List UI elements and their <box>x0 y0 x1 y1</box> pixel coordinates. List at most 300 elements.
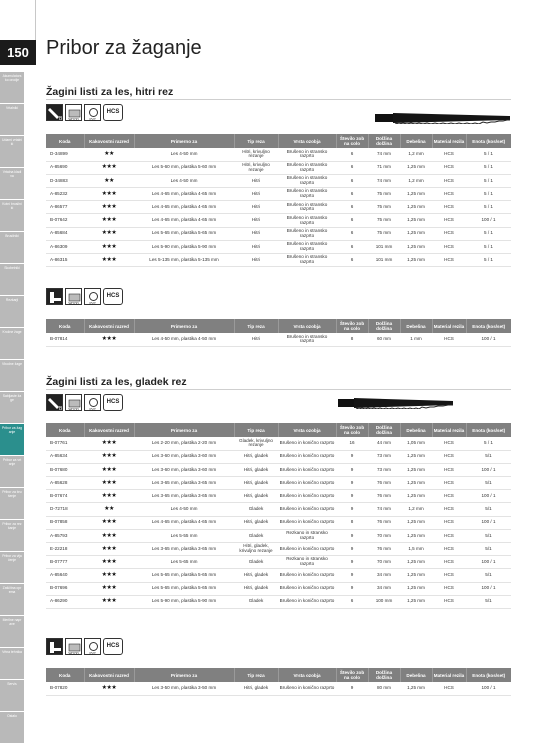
svg-text:PVC: PVC <box>89 117 97 122</box>
table-body <box>46 333 511 346</box>
column-header-material: Material rezila <box>432 423 466 437</box>
cell-enota: 5/1 <box>466 595 511 608</box>
table-body <box>46 682 511 695</box>
cell-debelina: 1,25 mm <box>400 201 432 214</box>
cell-kakovostni: ★★★ <box>84 161 134 174</box>
cell-primerno: Les 5-65 mm <box>134 556 234 569</box>
cell-kode: B-07674 <box>46 490 84 503</box>
cell-enota: 100 / 1 <box>466 490 511 503</box>
column-header-tip: Tip reza <box>234 423 278 437</box>
top-divider <box>35 0 36 40</box>
cell-stevilo: 16 <box>336 437 368 450</box>
column-header-debelina: Debelina <box>400 319 432 333</box>
cell-debelina: 1,2 mm <box>400 174 432 187</box>
pvc-icon <box>84 638 101 655</box>
cell-debelina: 1,25 mm <box>400 240 432 253</box>
side-tab-label: Rezkarji <box>5 298 19 302</box>
side-tab[interactable] <box>0 392 24 423</box>
cell-enota: 5 / 1 <box>466 227 511 240</box>
cell-primerno: Les 5-65 mm, plastika 5-65 mm <box>134 582 234 595</box>
cell-debelina: 1,25 mm <box>400 595 432 608</box>
cell-material: HCS <box>432 503 466 516</box>
cell-tip: Hitri <box>234 254 278 267</box>
cell-kakovostni: ★★★ <box>84 437 134 450</box>
cell-kode: A-85634 <box>46 450 84 463</box>
cell-stevilo: 6 <box>336 174 368 187</box>
cell-kode: B-07642 <box>46 214 84 227</box>
cell-enota: 5 / 1 <box>466 437 511 450</box>
cell-enota: 5/1 <box>466 477 511 490</box>
side-tab-label: Brusilniki <box>5 234 19 238</box>
cell-kode: A-85684 <box>46 227 84 240</box>
cell-material: HCS <box>432 595 466 608</box>
cell-tip: Hitri, gladek <box>234 516 278 529</box>
cell-primerno: Les 3-65 mm, plastika 3-65 mm <box>134 490 234 503</box>
cell-vrsta: Brušeno in stransko razprto <box>278 333 336 346</box>
cell-tip: Hitri, gladek <box>234 582 278 595</box>
cell-material: HCS <box>432 240 466 253</box>
cell-kode: A-85793 <box>46 529 84 542</box>
column-header-dolzina: Dolžina dolžina <box>368 423 400 437</box>
cell-material: HCS <box>432 490 466 503</box>
column-header-primerno: Primerno za <box>134 668 234 682</box>
table-body <box>46 437 511 608</box>
column-header-primerno: Primerno za <box>134 423 234 437</box>
cell-enota: 5/1 <box>466 543 511 556</box>
cell-vrsta: Brušeno in konično razprto <box>278 503 336 516</box>
cell-tip: Hitri, krivuljno rezanje <box>234 148 278 161</box>
cell-dolzina: 101 mm <box>368 254 400 267</box>
svg-text:B: B <box>59 406 63 412</box>
side-tab[interactable] <box>0 232 24 263</box>
column-header-debelina: Debelina <box>400 134 432 148</box>
cell-primerno: Les 3-60 mm, plastika 3-60 mm <box>134 450 234 463</box>
cell-kode: A-85232 <box>46 188 84 201</box>
table-row <box>46 148 511 161</box>
pvc-icon <box>84 394 101 411</box>
side-tab-label: Merilne naprave <box>2 618 22 626</box>
table-row <box>46 450 511 463</box>
cell-primerno: Les 5-135 mm, plastika 5-135 mm <box>134 254 234 267</box>
cell-vrsta: Brušeno in stransko razprto <box>278 174 336 187</box>
cell-debelina: 1,25 mm <box>400 569 432 582</box>
cell-primerno: Les 4-50 mm <box>134 174 234 187</box>
cell-vrsta: Brušeno in konično razprto <box>278 543 336 556</box>
cell-dolzina: 60 mm <box>368 333 400 346</box>
t-shank-icon <box>46 394 63 411</box>
feature-icons <box>46 638 123 656</box>
cell-dolzina: 80 mm <box>368 682 400 695</box>
side-tab-label: Pribor za vrtanje <box>2 458 22 466</box>
cell-kakovostni: ★★★ <box>84 682 134 695</box>
cell-kakovostni: ★★★ <box>84 595 134 608</box>
column-header-kode: Koda <box>46 319 84 333</box>
cell-dolzina: 75 mm <box>368 188 400 201</box>
cell-debelina: 1,25 mm <box>400 227 432 240</box>
cell-dolzina: 34 mm <box>368 582 400 595</box>
cell-stevilo: 6 <box>336 201 368 214</box>
column-header-stevilo: Število zob na colo <box>336 134 368 148</box>
cell-stevilo: 6 <box>336 148 368 161</box>
hcs-badge: HCS <box>103 104 123 121</box>
cell-enota: 5 / 1 <box>466 254 511 267</box>
cell-debelina: 1,25 mm <box>400 450 432 463</box>
cell-enota: 5 / 1 <box>466 188 511 201</box>
cell-tip: Gladek <box>234 503 278 516</box>
hcs-badge: HCS <box>103 288 123 305</box>
side-tab[interactable] <box>0 616 24 647</box>
cell-material: HCS <box>432 174 466 187</box>
cell-debelina: 1,25 mm <box>400 556 432 569</box>
cell-dolzina: 100 mm <box>368 595 400 608</box>
column-header-debelina: Debelina <box>400 668 432 682</box>
side-tab-label: Sabljaste žage <box>2 394 22 402</box>
cell-kode: B-07696 <box>46 582 84 595</box>
cell-material: HCS <box>432 556 466 569</box>
cell-enota: 5 / 1 <box>466 161 511 174</box>
cell-primerno: Les 5-60 mm, plastika 5-60 mm <box>134 161 234 174</box>
feature-icons <box>46 104 123 122</box>
cell-material: HCS <box>432 188 466 201</box>
table-row <box>46 240 511 253</box>
cell-stevilo: 9 <box>336 543 368 556</box>
side-tab[interactable] <box>0 520 24 551</box>
column-header-kakovostni: Kakovostni razred <box>84 319 134 333</box>
cell-tip: Gladek, krivuljno rezanje <box>234 437 278 450</box>
side-tab-label: Pribor za vijačenje <box>2 554 22 562</box>
cell-primerno: Les 4-50 mm, plastika 4-50 mm <box>134 333 234 346</box>
cell-debelina: 1,05 mm <box>400 437 432 450</box>
cell-primerno: Les 5-90 mm, plastika 5-90 mm <box>134 240 234 253</box>
cell-kakovostni: ★★ <box>84 503 134 516</box>
cell-stevilo: 6 <box>336 240 368 253</box>
cell-stevilo: 9 <box>336 529 368 542</box>
column-header-dolzina: Dolžina dolžina <box>368 668 400 682</box>
cell-tip: Gladek <box>234 595 278 608</box>
cell-primerno: Les 5-90 mm, plastika 5-90 mm <box>134 595 234 608</box>
cell-primerno: Les 5-55 mm <box>134 529 234 542</box>
table-header-row <box>46 134 511 148</box>
cell-kode: B-07777 <box>46 556 84 569</box>
cell-tip: Hitri <box>234 201 278 214</box>
table-row <box>46 682 511 695</box>
cell-primerno: Les 4-65 mm, plastika 4-65 mm <box>134 188 234 201</box>
side-tab[interactable] <box>0 360 24 391</box>
column-header-primerno: Primerno za <box>134 134 234 148</box>
cell-dolzina: 74 mm <box>368 174 400 187</box>
cell-debelina: 1,25 mm <box>400 682 432 695</box>
cell-kode: E-22218 <box>46 543 84 556</box>
table-row <box>46 188 511 201</box>
section-divider <box>46 99 511 100</box>
cell-debelina: 1,2 mm <box>400 148 432 161</box>
cell-kakovostni: ★★★ <box>84 463 134 476</box>
cell-tip: Hitri, gladek <box>234 569 278 582</box>
cell-debelina: 1,25 mm <box>400 214 432 227</box>
cell-dolzina: 75 mm <box>368 214 400 227</box>
column-header-vrsta: Vrsta ozobja <box>278 668 336 682</box>
cell-vrsta: Brušeno in konično razprto <box>278 463 336 476</box>
side-tab-label: Pribor za žaganje <box>2 426 22 434</box>
cell-dolzina: 75 mm <box>368 201 400 214</box>
column-header-material: Material rezila <box>432 319 466 333</box>
cell-debelina: 1,2 mm <box>400 503 432 516</box>
cell-kode: A-86315 <box>46 254 84 267</box>
table-row <box>46 582 511 595</box>
table-row <box>46 437 511 450</box>
cell-kode: A-85640 <box>46 569 84 582</box>
svg-text:WOOD: WOOD <box>68 407 79 412</box>
table-body <box>46 148 511 267</box>
feature-icons <box>46 288 123 306</box>
cell-debelina: 1 mm <box>400 333 432 346</box>
cell-material: HCS <box>432 333 466 346</box>
column-header-dolzina: Dolžina dolžina <box>368 319 400 333</box>
cell-tip: Gladek <box>234 529 278 542</box>
cell-kode: B-07680 <box>46 463 84 476</box>
cell-dolzina: 70 mm <box>368 556 400 569</box>
side-tab[interactable] <box>0 584 24 615</box>
section-title-smooth-cut: Žagini listi za les, gladek rez <box>46 376 187 388</box>
table-row <box>46 201 511 214</box>
cell-material: HCS <box>432 214 466 227</box>
cell-enota: 100 / 1 <box>466 463 511 476</box>
cell-kakovostni: ★★ <box>84 174 134 187</box>
cell-material: HCS <box>432 437 466 450</box>
side-tab-label: Akumulatorsko orodje <box>2 74 22 82</box>
side-tab-label: Krožne žage <box>2 330 22 334</box>
cell-tip: Hitri, gladek <box>234 463 278 476</box>
cell-dolzina: 75 mm <box>368 227 400 240</box>
column-header-kode: Koda <box>46 668 84 682</box>
table-row <box>46 516 511 529</box>
svg-text:WOOD: WOOD <box>68 117 79 122</box>
table-header-row <box>46 423 511 437</box>
side-tab[interactable] <box>0 680 24 711</box>
cell-enota: 5/1 <box>466 569 511 582</box>
column-header-enota: Enota (kos/set) <box>466 319 511 333</box>
cell-stevilo: 9 <box>336 569 368 582</box>
cell-stevilo: 6 <box>336 214 368 227</box>
column-header-enota: Enota (kos/set) <box>466 423 511 437</box>
cell-material: HCS <box>432 148 466 161</box>
cell-primerno: Les 3-60 mm, plastika 3-60 mm <box>134 463 234 476</box>
side-tab[interactable] <box>0 712 24 743</box>
cell-dolzina: 73 mm <box>368 463 400 476</box>
side-tab[interactable] <box>0 552 24 583</box>
cell-stevilo: 9 <box>336 582 368 595</box>
cell-kakovostni: ★★★ <box>84 333 134 346</box>
table-row <box>46 595 511 608</box>
shank-icon <box>46 638 63 655</box>
cell-enota: 100 / 1 <box>466 556 511 569</box>
column-header-kakovostni: Kakovostni razred <box>84 423 134 437</box>
column-header-tip: Tip reza <box>234 134 278 148</box>
side-tab[interactable] <box>0 104 24 135</box>
column-header-enota: Enota (kos/set) <box>466 134 511 148</box>
section-title-fast-cut: Žagini listi za les, hitri rez <box>46 86 174 98</box>
cell-kakovostni: ★★★ <box>84 569 134 582</box>
side-tab[interactable] <box>0 456 24 487</box>
cell-kakovostni: ★★★ <box>84 529 134 542</box>
cell-kode: B-07858 <box>46 516 84 529</box>
cell-dolzina: 73 mm <box>368 450 400 463</box>
cell-vrsta: Brušeno in stransko razprto <box>278 240 336 253</box>
cell-tip: Hitri, krivuljno rezanje <box>234 161 278 174</box>
cell-primerno: Les 3-65 mm, plastika 3-65 mm <box>134 543 234 556</box>
cell-stevilo: 9 <box>336 556 368 569</box>
column-header-kakovostni: Kakovostni razred <box>84 668 134 682</box>
cell-kode: D-34899 <box>46 148 84 161</box>
cell-material: HCS <box>432 582 466 595</box>
cell-debelina: 1,25 mm <box>400 254 432 267</box>
cell-tip: Hitri, gladek <box>234 450 278 463</box>
cell-debelina: 1,25 mm <box>400 477 432 490</box>
cell-kakovostni: ★★★ <box>84 556 134 569</box>
side-tab[interactable] <box>0 200 24 231</box>
side-tab[interactable] <box>0 488 24 519</box>
side-tab-label: Kotni brusilniki <box>2 202 22 210</box>
column-header-stevilo: Število zob na colo <box>336 319 368 333</box>
wood-icon <box>65 638 82 655</box>
cell-dolzina: 101 mm <box>368 240 400 253</box>
cell-vrsta: Brušeno in konično razprto <box>278 450 336 463</box>
t-shank-icon <box>46 104 63 121</box>
table-row <box>46 174 511 187</box>
cell-dolzina: 74 mm <box>368 148 400 161</box>
cell-primerno: Les 4-65 mm, plastika 4-65 mm <box>134 214 234 227</box>
cell-material: HCS <box>432 682 466 695</box>
column-header-material: Material rezila <box>432 134 466 148</box>
smooth-cut-table <box>46 423 511 609</box>
cell-vrsta: Rezkano in stransko razprto <box>278 556 336 569</box>
side-tab[interactable] <box>0 424 24 455</box>
shank-icon <box>46 288 63 305</box>
cell-stevilo: 6 <box>336 161 368 174</box>
column-header-vrsta: Vrsta ozobja <box>278 134 336 148</box>
cell-kode: B-07814 <box>46 333 84 346</box>
side-tab[interactable] <box>0 136 24 167</box>
cell-enota: 5 / 1 <box>466 148 511 161</box>
cell-kode: A-86290 <box>46 595 84 608</box>
side-tab[interactable] <box>0 264 24 295</box>
cell-material: HCS <box>432 450 466 463</box>
cell-dolzina: 76 mm <box>368 477 400 490</box>
page-title: Pribor za žaganje <box>46 37 202 59</box>
table-row <box>46 529 511 542</box>
cell-kode: B-07820 <box>46 682 84 695</box>
cell-vrsta: Rezkano in stransko razprto <box>278 529 336 542</box>
svg-text:WOOD: WOOD <box>68 301 79 306</box>
fast-cut-table <box>46 134 511 267</box>
svg-text:PVC: PVC <box>89 301 97 306</box>
cell-enota: 5/1 <box>466 450 511 463</box>
column-header-kode: Koda <box>46 423 84 437</box>
cell-debelina: 1,25 mm <box>400 582 432 595</box>
cell-tip: Gladek <box>234 556 278 569</box>
table-row <box>46 490 511 503</box>
cell-material: HCS <box>432 463 466 476</box>
cell-tip: Hitri, gladek <box>234 490 278 503</box>
cell-kakovostni: ★★★ <box>84 543 134 556</box>
cell-tip: Hitri <box>234 174 278 187</box>
side-tab[interactable] <box>0 328 24 359</box>
cell-kode: D-72718 <box>46 503 84 516</box>
cell-kakovostni: ★★★ <box>84 582 134 595</box>
cell-tip: Hitri <box>234 333 278 346</box>
cell-dolzina: 70 mm <box>368 529 400 542</box>
side-tab[interactable] <box>0 648 24 679</box>
cell-tip: Hitri <box>234 240 278 253</box>
table-row <box>46 543 511 556</box>
side-tab-label: Servis <box>7 682 17 686</box>
side-tab-label: Vrtalna kladiva <box>2 170 22 178</box>
table-row <box>46 227 511 240</box>
cell-dolzina: 71 mm <box>368 161 400 174</box>
column-header-tip: Tip reza <box>234 319 278 333</box>
cell-tip: Hitri, gladek <box>234 477 278 490</box>
cell-kakovostni: ★★★ <box>84 188 134 201</box>
column-header-tip: Tip reza <box>234 668 278 682</box>
cell-tip: Hitri, gladek <box>234 682 278 695</box>
column-header-vrsta: Vrsta ozobja <box>278 319 336 333</box>
cell-enota: 5 / 1 <box>466 240 511 253</box>
cell-debelina: 1,25 mm <box>400 188 432 201</box>
cell-vrsta: Brušeno in stransko razprto <box>278 188 336 201</box>
cell-primerno: Les 5-65 mm, plastika 5-65 mm <box>134 227 234 240</box>
side-tab-label: Vrtna tehnika <box>2 650 22 654</box>
cell-debelina: 1,25 mm <box>400 161 432 174</box>
cell-primerno: Les 4-50 mm <box>134 503 234 516</box>
cell-stevilo: 9 <box>336 490 368 503</box>
column-header-enota: Enota (kos/set) <box>466 668 511 682</box>
cell-tip: Hitri <box>234 227 278 240</box>
column-header-dolzina: Dolžina dolžina <box>368 134 400 148</box>
cell-kakovostni: ★★★ <box>84 227 134 240</box>
cell-primerno: Les 4-50 mm <box>134 148 234 161</box>
cell-vrsta: Brušeno in stransko razprto <box>278 214 336 227</box>
cell-vrsta: Brušeno in konično razprto <box>278 477 336 490</box>
cell-kode: A-86309 <box>46 240 84 253</box>
table-row <box>46 254 511 267</box>
cell-kakovostni: ★★★ <box>84 450 134 463</box>
side-tab[interactable] <box>0 72 24 103</box>
cell-material: HCS <box>432 543 466 556</box>
cell-dolzina: 44 mm <box>368 437 400 450</box>
cell-kakovostni: ★★★ <box>84 490 134 503</box>
cell-stevilo: 9 <box>336 463 368 476</box>
cell-material: HCS <box>432 477 466 490</box>
cell-stevilo: 9 <box>336 477 368 490</box>
cell-tip: Hitri <box>234 188 278 201</box>
table-row <box>46 161 511 174</box>
column-header-debelina: Debelina <box>400 423 432 437</box>
side-tab[interactable] <box>0 296 24 327</box>
table-row <box>46 333 511 346</box>
side-tab[interactable] <box>0 168 24 199</box>
cell-vrsta: Brušeno in stransko razprto <box>278 201 336 214</box>
column-header-stevilo: Število zob na colo <box>336 423 368 437</box>
column-header-kakovostni: Kakovostni razred <box>84 134 134 148</box>
cell-stevilo: 9 <box>336 450 368 463</box>
table-row <box>46 214 511 227</box>
column-header-vrsta: Vrsta ozobja <box>278 423 336 437</box>
cell-material: HCS <box>432 227 466 240</box>
cell-vrsta: Brušeno in konično razprto <box>278 437 336 450</box>
cell-kakovostni: ★★★ <box>84 254 134 267</box>
cell-debelina: 1,25 mm <box>400 463 432 476</box>
column-header-primerno: Primerno za <box>134 319 234 333</box>
